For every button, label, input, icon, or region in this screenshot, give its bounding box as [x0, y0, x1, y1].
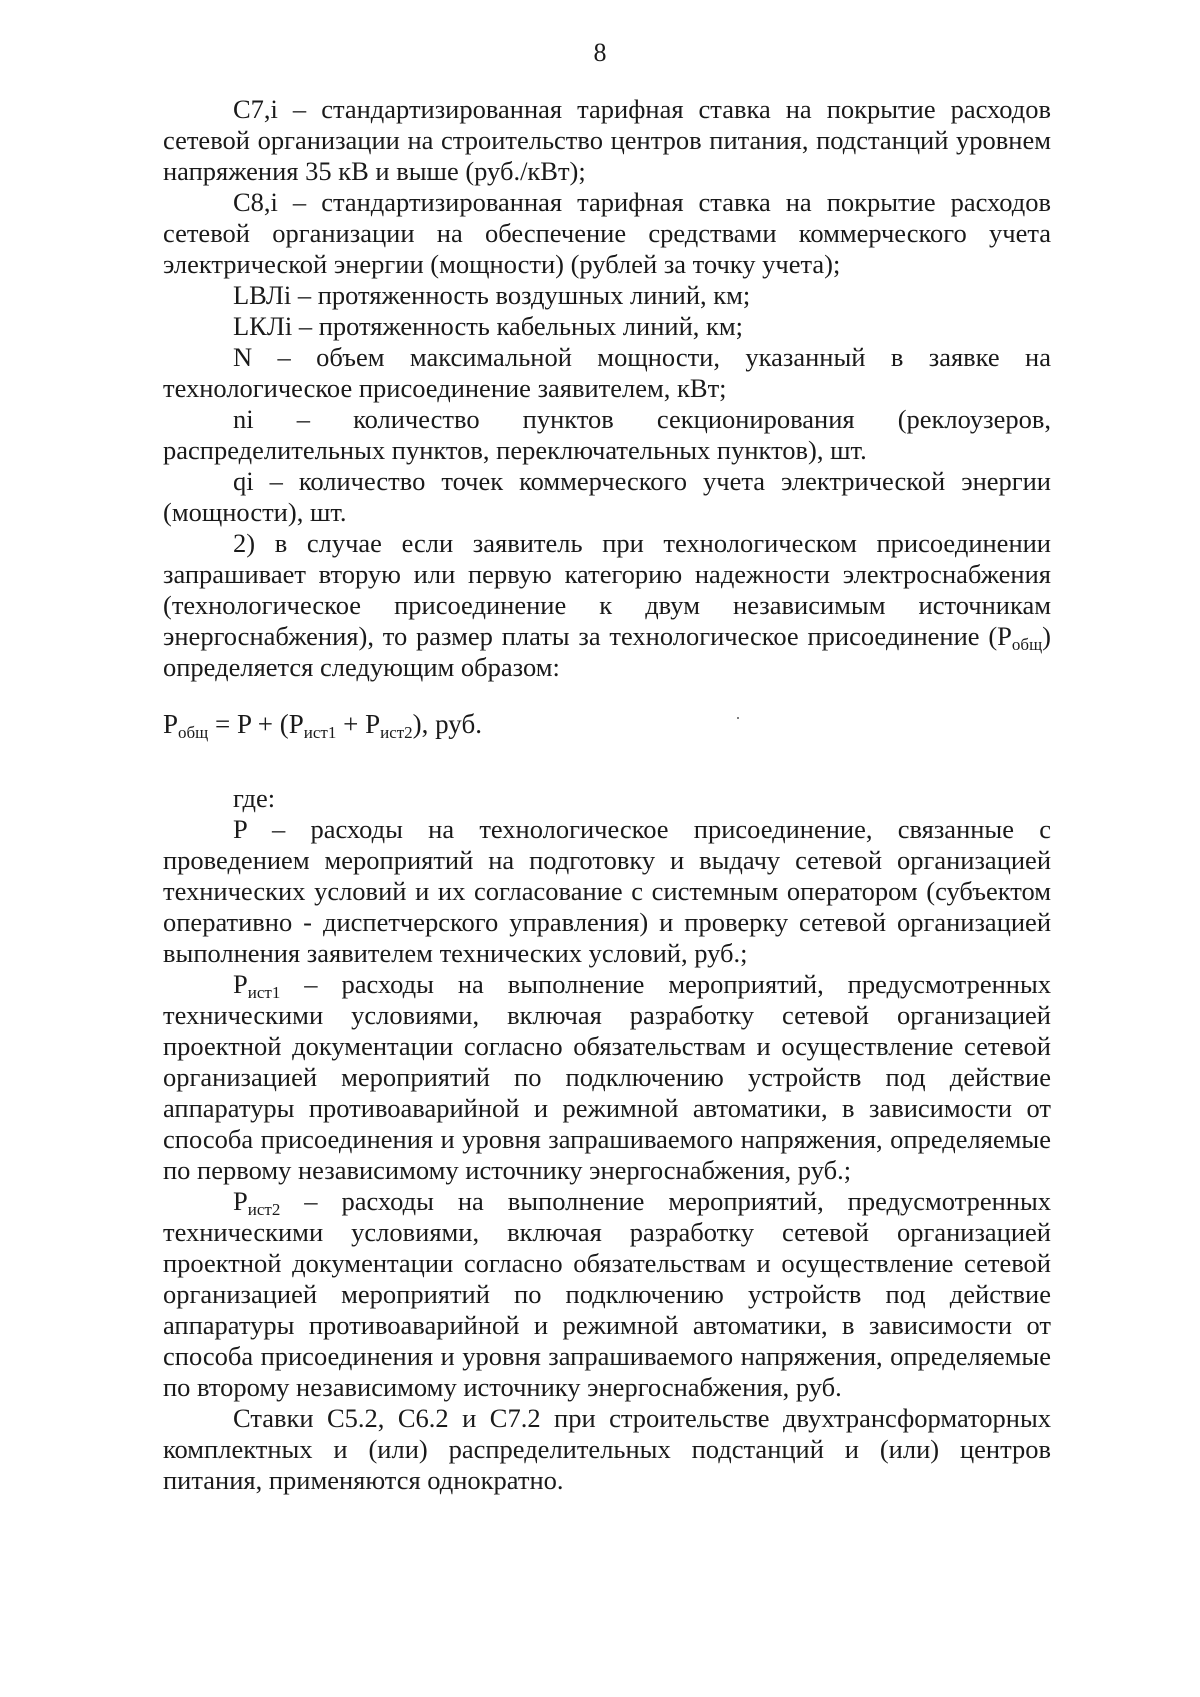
- document-body: [163, 94, 1051, 1496]
- paragraph-c8: C8,i – стандартизированная тарифная ставка на покрытие расходов сетевой организации на обеспечение средствами коммерческого учета электрической энергии (мощности) (рублей за точку учета);: [163, 187, 1051, 279]
- formula-plus: + P: [336, 709, 381, 739]
- formula-sub-2: ист2: [380, 723, 413, 743]
- formula: [163, 709, 1051, 743]
- case-2-text: 2) в случае если заявитель при технологическом присоединении запрашивает вторую или первую категорию надежности электроснабжения (технологическое присоединение к двум независимым источникам энергоснабжения), то размер платы за технологическое присоединение (P: [163, 528, 1051, 651]
- case-2-tail: ) определяется следующим образом:: [163, 621, 1051, 682]
- page-number: 8: [593, 38, 607, 67]
- closing-paragraph: Ставки C5.2, C6.2 и C7.2 при строительстве двухтрансформаторных комплектных и (или) распределительных подстанций и (или) центров питания, применяются однократно.: [163, 1403, 1051, 1495]
- paragraph-case-2: [163, 528, 1051, 683]
- case-2-subscript: общ: [1011, 635, 1043, 655]
- paragraph-lvl: LВЛi – протяженность воздушных линий, км;: [233, 280, 751, 310]
- definition-p-ist1: [163, 969, 1051, 1186]
- p-ist1-text: – расходы на выполнение мероприятий, предусмотренных техническими условиями, включая разработку сетевой организацией проектной документации согласно обязательствам и осуществление сетевой организацией мероприятий по подключению устройств под действие аппаратуры противоаварийной и режимной автоматики, в зависимости от способа присоединения и уровня запрашиваемого напряжения, определяемые по первому независимому источнику энергоснабжения, руб.;: [163, 969, 1051, 1185]
- p-ist1-subscript: ист1: [247, 983, 281, 1003]
- formula-end: ), руб.: [412, 709, 482, 739]
- formula-sub-1: ист1: [303, 723, 337, 743]
- paragraph-n: N – объем максимальной мощности, указанный в заявке на технологическое присоединение заявителем, кВт;: [163, 342, 1051, 403]
- p-ist2-symbol: P: [233, 1186, 248, 1216]
- where-label: где:: [233, 783, 276, 813]
- paragraph-c7: C7,i – стандартизированная тарифная ставка на покрытие расходов сетевой организации на строительство центров питания, подстанций уровнем напряжения 35 кВ и выше (руб./кВт);: [163, 94, 1051, 186]
- p-ist2-subscript: ист2: [247, 1200, 281, 1220]
- definition-p: P – расходы на технологическое присоединение, связанные с проведением мероприятий на подготовку и выдачу сетевой организацией технических условий и их согласование с системным оператором (субъектом оперативно - диспетчерского управления) и проверку сетевой организацией выполнения заявителем технических условий, руб.;: [163, 814, 1051, 968]
- paragraph-ni: ni – количество пунктов секционирования (реклоузеров, распределительных пунктов, переключательных пунктов), шт.: [163, 404, 1051, 465]
- formula-sub-total: общ: [178, 723, 209, 743]
- paragraph-lkl: LКЛi – протяженность кабельных линий, км;: [233, 311, 744, 341]
- definition-p-ist2: [163, 1186, 1051, 1403]
- p-ist1-symbol: P: [233, 969, 248, 999]
- p-ist2-text: – расходы на выполнение мероприятий, предусмотренных техническими условиями, включая разработку сетевой организацией проектной документации согласно обязательствам и осуществление сетевой организацией мероприятий по подключению устройств под действие аппаратуры противоаварийной и режимной автоматики, в зависимости от способа присоединения и уровня запрашиваемого напряжения, определяемые по второму независимому источнику энергоснабжения, руб.: [163, 1186, 1051, 1402]
- formula-p: P: [163, 709, 179, 739]
- formula-mid: = P + (P: [208, 709, 304, 739]
- paragraph-qi: qi – количество точек коммерческого учета электрической энергии (мощности), шт.: [163, 466, 1051, 527]
